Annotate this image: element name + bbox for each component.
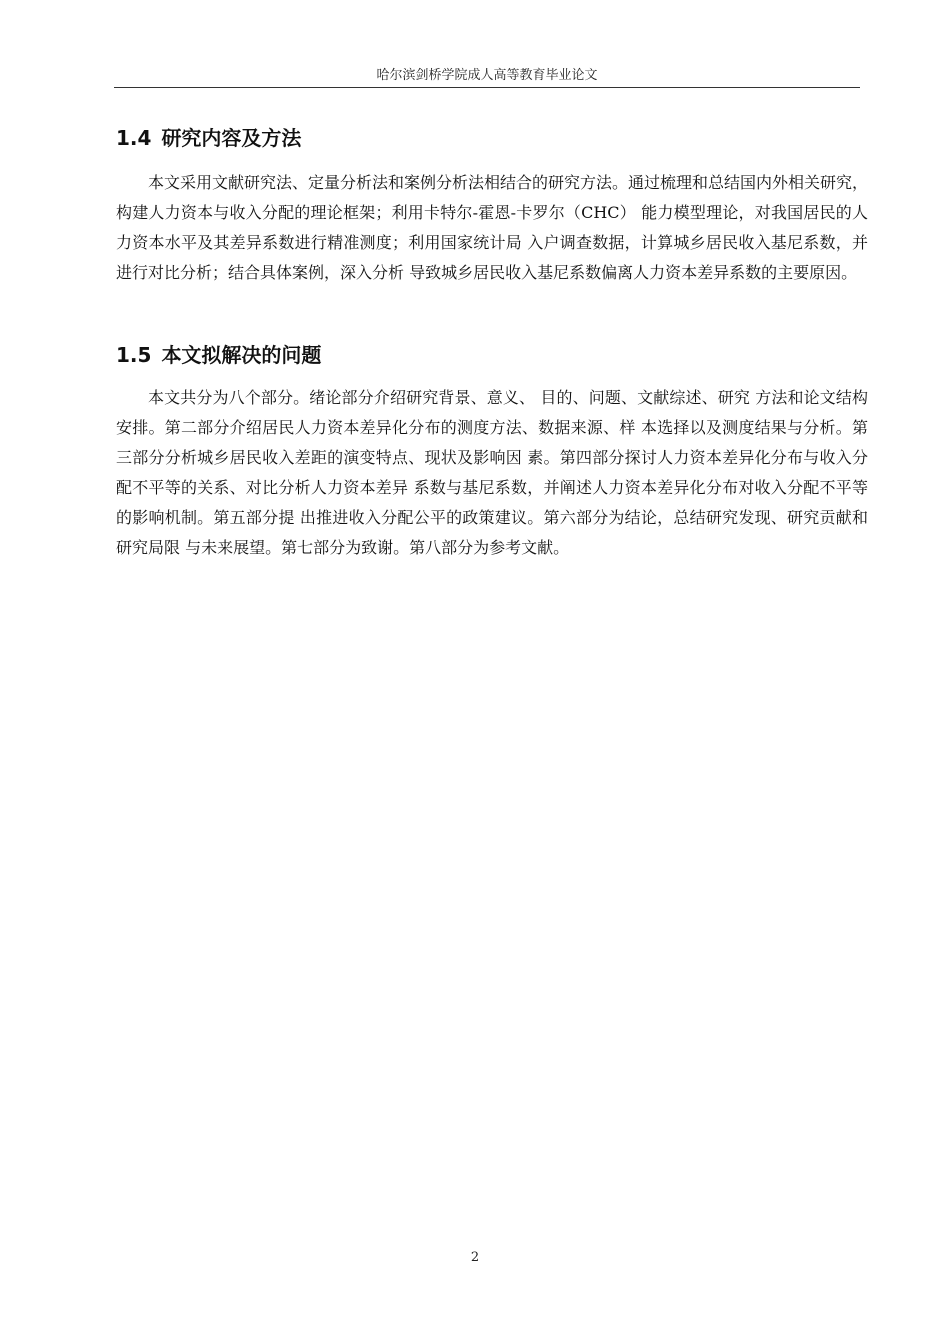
section-heading xyxy=(116,341,868,369)
section-number: 1.4 xyxy=(116,126,152,150)
section-1-4 xyxy=(116,124,868,288)
header-rule xyxy=(114,87,860,88)
section-title: 本文拟解决的问题 xyxy=(161,343,322,367)
section-number: 1.5 xyxy=(116,343,152,367)
section-paragraph: 本文采用文献研究法、定量分析法和案例分析法相结合的研究方法。通过梳理和总结国内外相关研究，构建人力资本与收入分配的理论框架；利用卡特尔-霍恩-卡罗尔（CHC） 能力模型理论，对我国居民的人力资本水平及其差异系数进行精准测度；利用国家统计局 入户调查数据，计算城乡居民收入基尼系数，并进行对比分析；结合具体案例，深入分析 导致城乡居民收入基尼系数偏离人力资本差异系数的主要原因。 xyxy=(116,173,869,282)
page-number: 2 xyxy=(470,1250,480,1265)
section-paragraph: 本文共分为八个部分。绪论部分介绍研究背景、意义、 目的、问题、文献综述、研究 方法和论文结构安排。第二部分介绍居民人力资本差异化分布的测度方法、数据来源、样 本选择以及测度结果与分析。第三部分分析城乡居民收入差距的演变特点、现状及影响因 素。第四部分探讨人力资本差异化分布与收入分配不平等的关系、对比分析人力资本差异 系数与基尼系数，并阐述人力资本差异化分布对收入分配不平等的影响机制。第五部分提 出推进收入分配公平的政策建议。第六部分为结论，总结研究发现、研究贡献和研究局限 与未来展望。第七部分为致谢。第八部分为参考文献。 xyxy=(116,388,868,557)
section-title: 研究内容及方法 xyxy=(161,126,302,150)
running-header: 哈尔滨剑桥学院成人高等教育毕业论文 xyxy=(376,68,598,83)
section-heading xyxy=(116,124,868,152)
section-1-5 xyxy=(116,341,868,563)
